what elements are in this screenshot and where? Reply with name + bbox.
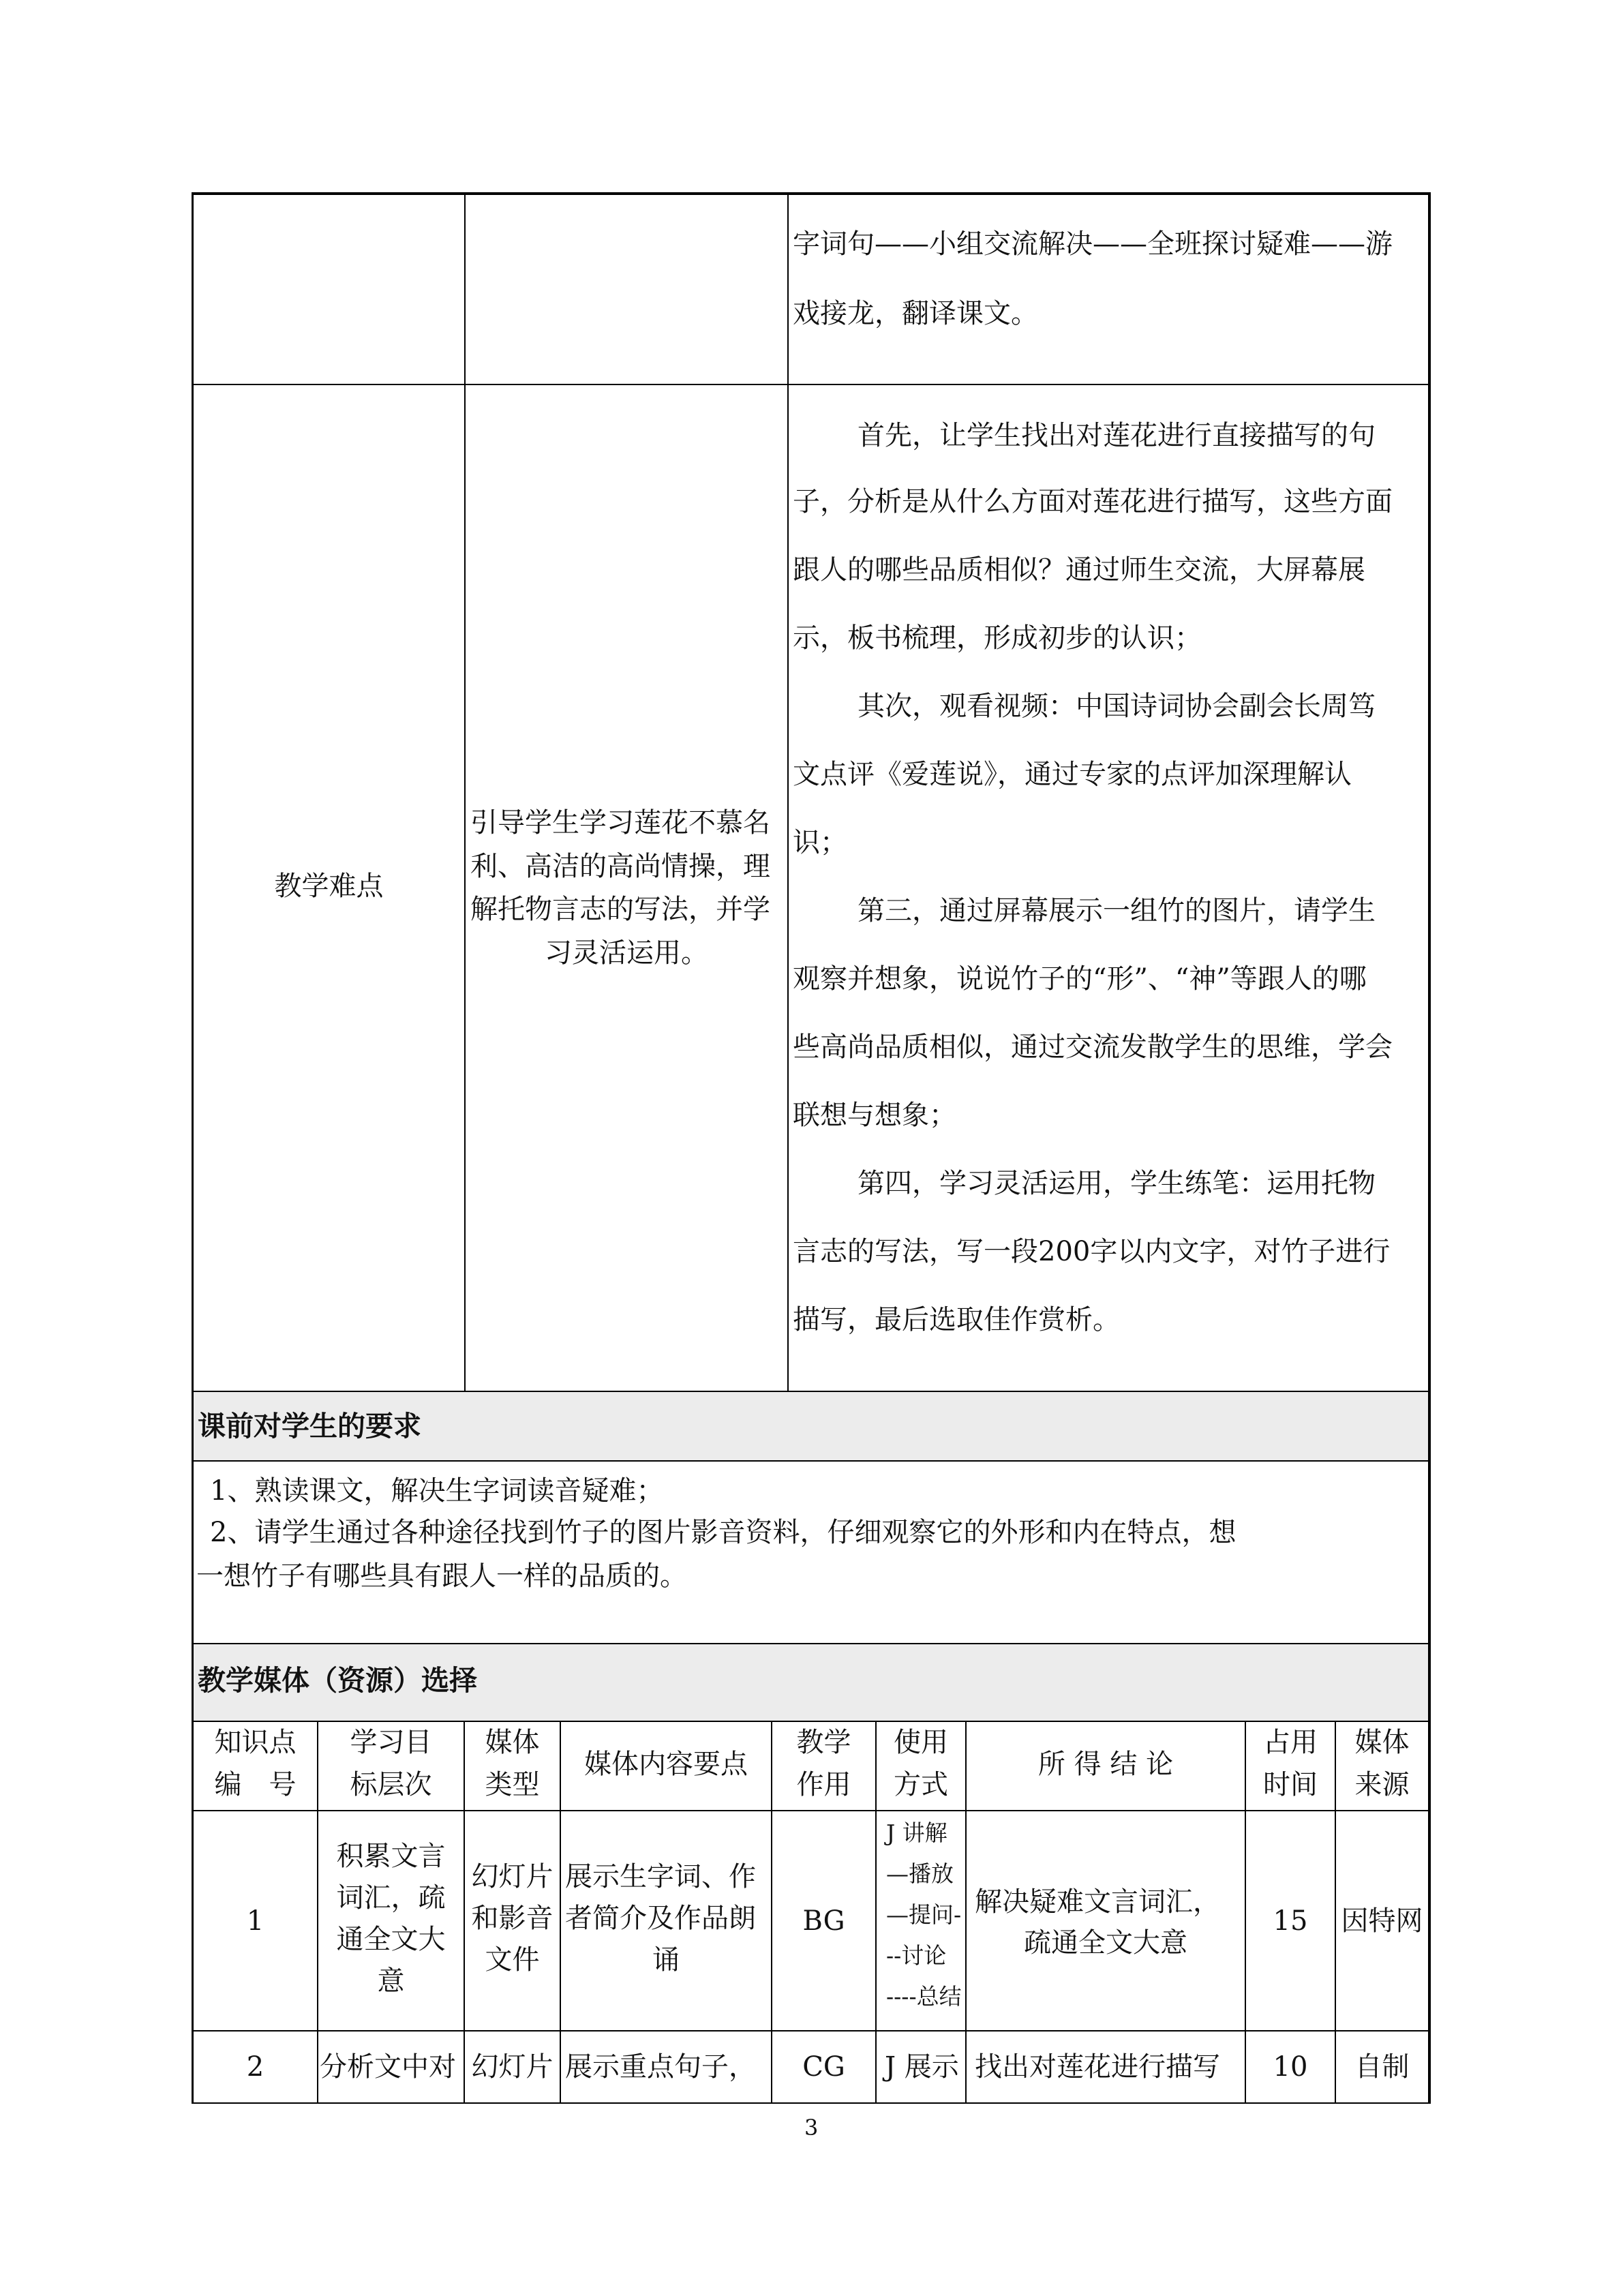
row-type: 和影音: [471, 1903, 553, 1934]
method-continuation-line: 字词句——小组交流解决——全班探讨疑难——游: [793, 228, 1393, 260]
row-conclusion: 疏通全文大意: [1024, 1927, 1187, 1959]
row-source: 自制: [1354, 2051, 1410, 2083]
difficulty-content-line: 习灵活运用。: [545, 937, 708, 969]
difficulty-content-line: 解托物言志的写法，并学: [470, 894, 770, 925]
row-points: 展示重点句子，: [565, 2051, 756, 2083]
difficulty-method-line: 第四，学习灵活运用，学生练笔：运用托物: [858, 1168, 1376, 1199]
prereq-heading: 课前对学生的要求: [198, 1410, 421, 1442]
difficulty-label: 教学难点: [274, 871, 384, 902]
row-role: CG: [802, 2051, 845, 2083]
row-type: 文件: [485, 1944, 540, 1976]
header-knowledge-no: 知识点: [214, 1727, 297, 1758]
row-goal: 词汇，疏: [336, 1882, 446, 1914]
row-type: 幻灯片: [471, 2051, 553, 2083]
row-no: 1: [246, 1905, 264, 1937]
header-conclusion: 所 得 结 论: [1037, 1749, 1174, 1780]
header-teaching-role: 作用: [796, 1769, 851, 1800]
difficulty-method-line: 观察并想象，说说竹子的“形”、“神”等跟人的哪: [793, 963, 1367, 995]
prereq-line: 2、请学生通过各种途径找到竹子的图片影音资料，仔细观察它的外形和内在特点，想: [210, 1517, 1237, 1548]
row-usage: J 讲解: [886, 1819, 947, 1846]
header-media-type: 类型: [485, 1769, 540, 1800]
row-usage: ----总结: [886, 1983, 962, 2010]
difficulty-method-line: 文点评《爱莲说》，通过专家的点评加深理解认: [793, 759, 1352, 790]
row-conclusion: 找出对莲花进行描写: [975, 2051, 1220, 2083]
row-goal: 积累文言: [336, 1841, 446, 1872]
row-no: 2: [246, 2051, 264, 2083]
header-source: 媒体: [1354, 1727, 1410, 1758]
row-goal: 分析文中对: [320, 2051, 456, 2083]
header-media-type: 媒体: [485, 1727, 540, 1758]
row-goal: 通全文大: [336, 1924, 446, 1955]
row-points: 诵: [652, 1944, 680, 1976]
header-knowledge-no: 编 号: [214, 1769, 297, 1800]
prereq-line: 一想竹子有哪些具有跟人一样的品质的。: [196, 1560, 687, 1592]
difficulty-content-line: 引导学生学习莲花不慕名: [470, 807, 770, 839]
prereq-line: 1、熟读课文，解决生字词读音疑难；: [210, 1475, 664, 1507]
difficulty-method-line: 些高尚品质相似，通过交流发散学生的思维，学会: [793, 1031, 1393, 1063]
difficulty-method-line: 其次，观看视频：中国诗词协会副会长周笃: [858, 691, 1376, 722]
header-source: 来源: [1354, 1769, 1410, 1800]
media-heading: 教学媒体（资源）选择: [198, 1664, 477, 1697]
difficulty-method-line: 联想与想象；: [793, 1100, 956, 1131]
row-usage: —播放: [886, 1860, 954, 1887]
row-role: BG: [802, 1905, 845, 1937]
header-usage: 使用: [894, 1727, 948, 1758]
header-time: 时间: [1263, 1769, 1318, 1800]
header-time: 占用: [1263, 1727, 1318, 1758]
difficulty-method-line: 示，板书梳理，形成初步的认识；: [793, 622, 1202, 654]
header-teaching-role: 教学: [796, 1727, 851, 1758]
difficulty-method-line: 第三，通过屏幕展示一组竹的图片，请学生: [858, 895, 1376, 926]
row-time: 15: [1273, 1905, 1308, 1937]
difficulty-content-line: 利、高洁的高尚情操，理: [470, 851, 770, 882]
row-conclusion: 解决疑难文言词汇，: [975, 1886, 1220, 1918]
row-time: 10: [1273, 2051, 1308, 2083]
header-goal-level: 学习目: [350, 1727, 432, 1758]
row-usage: --讨论: [886, 1942, 947, 1969]
row-goal: 意: [377, 1965, 405, 1997]
row-source: 因特网: [1341, 1905, 1423, 1937]
row-usage: J 展示: [885, 2051, 959, 2083]
difficulty-method-line: 言志的写法，写一段200字以内文字，对竹子进行: [793, 1236, 1391, 1267]
difficulty-method-line: 跟人的哪些品质相似？通过师生交流，大屏幕展: [793, 554, 1365, 586]
row-usage: —提问-: [886, 1901, 962, 1928]
header-goal-level: 标层次: [350, 1769, 432, 1800]
difficulty-method-line: 首先，让学生找出对莲花进行直接描写的句: [858, 420, 1376, 451]
header-usage: 方式: [894, 1769, 948, 1800]
header-media-points: 媒体内容要点: [584, 1749, 748, 1780]
page-number: 3: [804, 2115, 819, 2141]
difficulty-method-line: 识；: [793, 827, 847, 858]
row-type: 幻灯片: [471, 1861, 553, 1892]
difficulty-method-line: 子，分析是从什么方面对莲花进行描写，这些方面: [793, 486, 1393, 517]
row-points: 者简介及作品朗: [565, 1903, 756, 1934]
row-points: 展示生字词、作: [565, 1861, 756, 1892]
method-continuation-line: 戏接龙，翻译课文。: [793, 298, 1038, 329]
difficulty-method-line: 描写，最后选取佳作赏析。: [793, 1304, 1120, 1335]
